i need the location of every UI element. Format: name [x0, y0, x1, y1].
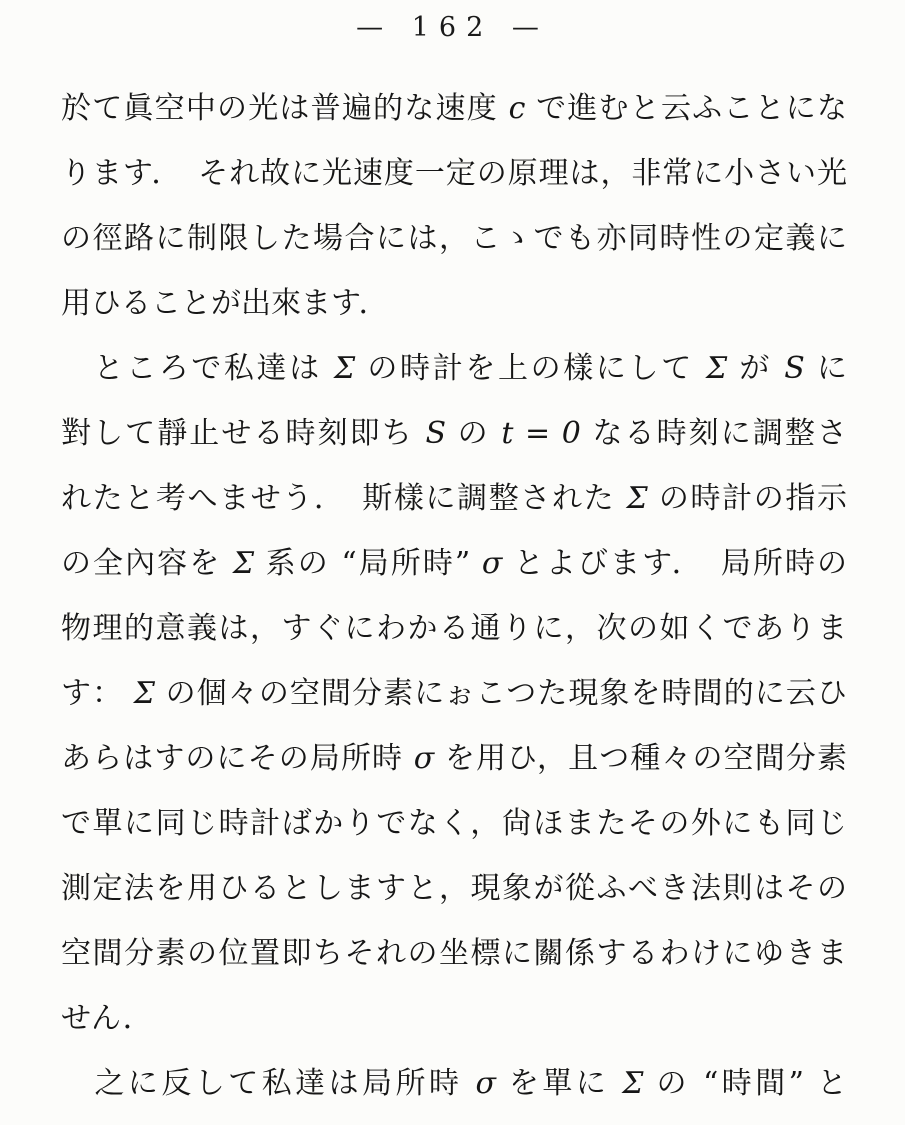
math-symbol: σ [475, 1066, 496, 1101]
math-symbol: c [508, 91, 526, 126]
text-segment: を用ひ，且つ種々の空間分素 [434, 741, 847, 776]
text-segment: の全內容を [61, 546, 233, 581]
text-line [61, 336, 847, 401]
text-line [61, 596, 847, 661]
text-line [61, 206, 847, 271]
text-segment: 系の “局所時” [254, 546, 482, 581]
text-line [61, 1051, 847, 1116]
text-segment: を單に [495, 1066, 623, 1101]
math-symbol: σ [481, 546, 503, 581]
math-symbol: t = 0 [501, 416, 581, 451]
text-line [61, 791, 847, 856]
text-line [61, 141, 847, 206]
text-segment: の徑路に制限した場合には，こゝでも亦同時性の定義に [61, 221, 847, 256]
text-segment: の個々の空間分素にぉこつた現象を時間的に云ひ [154, 676, 847, 711]
text-line [61, 986, 847, 1051]
text-segment: 測定法を用ひるとしますと，現象が從ふべき法則はその [61, 871, 847, 906]
text-segment: 之に反して私達は局所時 [61, 1066, 476, 1101]
text-segment: が [727, 351, 785, 386]
text-segment: の “時間” と [643, 1066, 847, 1101]
text-segment: なる時刻に調整さ [580, 416, 847, 451]
text-line [61, 726, 847, 791]
math-symbol: Σ [622, 1066, 644, 1101]
math-symbol: Σ [334, 351, 356, 386]
page-number: — 162 — [356, 12, 549, 43]
text-line [61, 76, 847, 141]
text-line [61, 856, 847, 921]
text-segment: で進むと云ふことにな [525, 91, 847, 126]
text-segment: す： [61, 676, 134, 711]
math-symbol: S [784, 351, 805, 386]
text-segment: 對して靜止せる時刻即ち [61, 416, 426, 451]
text-segment: とよびます． 局所時の [502, 546, 847, 581]
text-segment: せん． [61, 1001, 153, 1036]
text-line [61, 921, 847, 986]
text-line [61, 271, 847, 336]
math-symbol: σ [413, 741, 435, 776]
text-segment: 於て眞空中の光は普遍的な速度 [61, 91, 509, 126]
math-symbol: Σ [133, 676, 155, 711]
text-segment: で單に同じ時計ばかりでなく，尙ほまたその外にも同じ [61, 806, 847, 841]
math-symbol: Σ [232, 546, 255, 581]
text-segment: れたと考へませう． 斯樣に調整された [61, 481, 627, 516]
text-line [61, 531, 847, 596]
text-segment: に [804, 351, 847, 386]
text-segment: 空間分素の位置即ちそれの坐標に關係するわけにゆきま [61, 936, 847, 971]
math-symbol: Σ [706, 351, 728, 386]
math-symbol: Σ [626, 481, 648, 516]
text-line [61, 661, 847, 726]
text-block [61, 76, 847, 1116]
math-symbol: S [425, 416, 447, 451]
text-segment: ところで私達は [61, 351, 335, 386]
text-segment: あらはすのにその局所時 [61, 741, 414, 776]
text-line [61, 466, 847, 531]
text-segment: の時計を上の樣にして [355, 351, 707, 386]
text-segment: の時計の指示 [647, 481, 847, 516]
text-segment: 物理的意義は，すぐにわかる通りに，次の如くでありま [61, 611, 847, 646]
text-segment: の [446, 416, 502, 451]
text-line [61, 401, 847, 466]
text-segment: ります． それ故に光速度一定の原理は，非常に小さい光 [61, 156, 847, 191]
text-segment: 用ひることが出來ます． [61, 286, 389, 321]
